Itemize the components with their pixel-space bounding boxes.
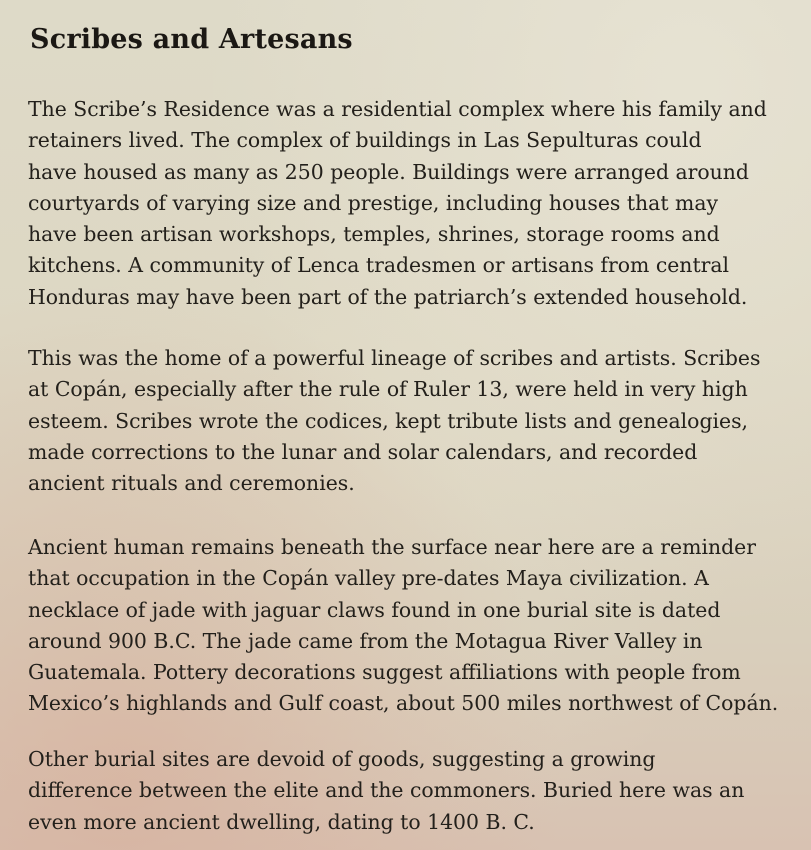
- text-line: Mexico’s highlands and Gulf coast, about 500 miles northwest of Copán.: [28, 691, 779, 716]
- text-line: Honduras may have been part of the patriarch’s extended household.: [28, 284, 748, 309]
- text-line: have housed as many as 250 people. Buildings were arranged around: [28, 159, 749, 184]
- text-line: The Scribe’s Residence was a residential complex where his family and: [28, 97, 767, 121]
- text-line: ancient rituals and ceremonies.: [28, 471, 355, 496]
- text-line: even more ancient dwelling, dating to 1400 B. C.: [28, 809, 535, 834]
- sign-title: Scribes and Artesans: [30, 24, 353, 55]
- text-line: that occupation in the Copán valley pre-dates Maya civilization. A: [28, 566, 709, 591]
- text-line: necklace of jade with jaguar claws found in one burial site is dated: [28, 597, 721, 622]
- text-line: esteem. Scribes wrote the codices, kept tribute lists and genealogies,: [28, 408, 749, 433]
- text-line: kitchens. A community of Lenca tradesmen or artisans from central: [28, 253, 730, 278]
- text-line: courtyards of varying size and prestige, including houses that may: [28, 190, 719, 215]
- paragraph-lineage-of-scribes: [28, 343, 760, 499]
- text-line: Ancient human remains beneath the surface near here are a reminder: [28, 535, 756, 559]
- text-line: Guatemala. Pottery decorations suggest affiliations with people from: [28, 660, 741, 685]
- text-line: difference between the elite and the commoners. Buried here was an: [28, 778, 745, 803]
- text-line: made corrections to the lunar and solar calendars, and recorded: [28, 439, 698, 464]
- text-line: Other burial sites are devoid of goods, suggesting a growing: [28, 747, 656, 771]
- text-line: retainers lived. The complex of buildings in Las Sepulturas could: [28, 128, 702, 153]
- paragraph-ancient-remains: [28, 532, 778, 720]
- text-line: around 900 B.C. The jade came from the Motagua River Valley in: [28, 628, 703, 653]
- paragraph-burial-sites: [28, 744, 744, 838]
- text-line: This was the home of a powerful lineage of scribes and artists. Scribes: [28, 346, 761, 370]
- text-line: have been artisan workshops, temples, shrines, storage rooms and: [28, 222, 720, 247]
- text-line: at Copán, especially after the rule of Ruler 13, were held in very high: [28, 377, 748, 402]
- paragraph-scribes-residence: [28, 94, 767, 313]
